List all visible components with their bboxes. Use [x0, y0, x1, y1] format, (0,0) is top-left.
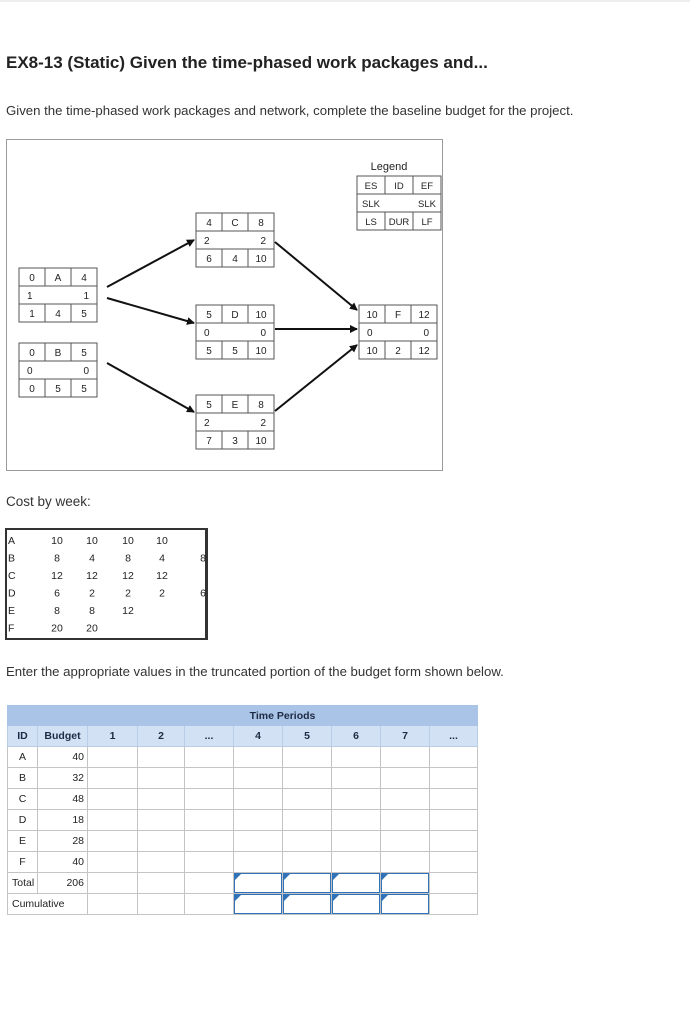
budget-row-id: D [8, 810, 38, 831]
node-f-ls: 10 [366, 346, 378, 357]
cost-value: 8 [54, 605, 60, 617]
budget-cell [381, 747, 430, 768]
time-periods-header: Time Periods [88, 706, 478, 726]
budget-row-b [8, 768, 478, 789]
node-e-ls: 7 [206, 436, 212, 447]
budget-cell [88, 789, 138, 810]
budget-row-amount: 18 [38, 810, 88, 831]
top-divider [0, 0, 690, 2]
cost-row-id: A [8, 535, 16, 547]
node-d-dur: 5 [232, 346, 238, 357]
budget-cell [234, 852, 283, 873]
budget-row-amount: 32 [38, 768, 88, 789]
node-b-ef: 5 [81, 348, 87, 359]
budget-cell [138, 831, 185, 852]
cost-value: 2 [125, 587, 131, 600]
node-c-slk2: 2 [260, 236, 266, 247]
budget-row-a [8, 747, 478, 768]
budget-row-amount: 48 [38, 789, 88, 810]
node-e-slk: 2 [204, 418, 210, 429]
node-d-slk2: 0 [260, 328, 266, 339]
node-b-slk: 0 [27, 366, 33, 377]
budget-cell [430, 789, 478, 810]
node-b [19, 343, 97, 397]
budget-row-c [8, 789, 478, 810]
cost-value: 12 [51, 570, 63, 582]
budget-cell [430, 747, 478, 768]
cumulative-input-period-5[interactable] [283, 894, 332, 915]
node-e [196, 395, 274, 449]
cost-row-a [8, 535, 168, 547]
budget-cell [88, 810, 138, 831]
cost-value: 8 [54, 552, 60, 565]
node-e-lf: 10 [255, 436, 267, 447]
node-e-ef: 8 [258, 400, 264, 411]
budget-cell [381, 852, 430, 873]
node-c-ef: 8 [258, 218, 264, 229]
network-diagram [6, 139, 443, 471]
legend-title: Legend [370, 161, 408, 173]
node-a-dur: 4 [55, 309, 61, 320]
cost-value: 6 [54, 587, 60, 600]
node-d-es: 5 [206, 310, 212, 321]
arrow-b-e [107, 363, 194, 412]
legend-r1-0: ES [364, 181, 378, 192]
budget-row-id: E [8, 831, 38, 852]
cost-value: 10 [86, 535, 98, 547]
page-title: EX8-13 (Static) Given the time-phased work packages and... [6, 53, 488, 72]
node-c-lf: 10 [255, 254, 267, 265]
budget-cell [185, 747, 234, 768]
budget-cell [234, 831, 283, 852]
cost-row-id: C [8, 570, 16, 582]
node-a-lf: 5 [81, 309, 87, 320]
budget-cell [430, 768, 478, 789]
node-b-slk2: 0 [83, 366, 89, 377]
cumulative-input-period-7[interactable] [381, 894, 430, 915]
budget-cell [185, 789, 234, 810]
budget-cell [381, 831, 430, 852]
node-f-dur: 2 [395, 346, 401, 357]
budget-cell [88, 831, 138, 852]
budget-cell [234, 789, 283, 810]
cost-value: 12 [122, 570, 134, 582]
budget-cell [88, 747, 138, 768]
node-c-id: C [231, 218, 239, 229]
legend-r3-0: LS [365, 217, 377, 228]
budget-cell [381, 810, 430, 831]
cost-value: 4 [159, 552, 165, 565]
node-f-ef: 12 [418, 310, 430, 321]
node-d-lf: 10 [255, 346, 267, 357]
node-d-slk: 0 [204, 328, 210, 339]
budget-cell [283, 831, 332, 852]
header-blank [8, 706, 88, 726]
budget-cell [283, 747, 332, 768]
budget-row-id: B [8, 768, 38, 789]
cost-by-week-table [5, 528, 208, 640]
budget-cell [430, 852, 478, 873]
budget-cell [332, 852, 381, 873]
budget-form [7, 705, 478, 915]
budget-row-id: C [8, 789, 38, 810]
cost-by-week-title: Cost by week: [6, 494, 91, 509]
budget-cell [332, 810, 381, 831]
total-input-period-5[interactable] [283, 873, 332, 894]
budget-cell [88, 768, 138, 789]
node-f-id: F [394, 310, 402, 321]
cost-value: 8 [89, 605, 95, 617]
cost-row-id: F [8, 622, 15, 635]
col-header-period-5: 5 [283, 726, 332, 747]
node-a [19, 268, 97, 322]
node-c [196, 213, 274, 267]
cost-value: 10 [51, 535, 63, 547]
node-a-es: 0 [29, 273, 35, 284]
cumulative-input-period-4[interactable] [234, 894, 283, 915]
legend-r2-2: SLK [418, 199, 436, 210]
node-c-slk: 2 [204, 236, 210, 247]
col-header-budget: Budget [38, 726, 88, 747]
legend [357, 161, 441, 230]
cost-value: 8 [200, 552, 206, 565]
budget-cell [283, 852, 332, 873]
budget-cell [430, 831, 478, 852]
cost-row-id: D [8, 587, 16, 600]
cost-value: 10 [156, 535, 168, 547]
total-row [8, 873, 478, 894]
cost-value: 2 [159, 587, 165, 600]
node-a-id: A [54, 273, 62, 284]
node-e-es: 5 [206, 400, 212, 411]
total-input-period-6[interactable] [332, 873, 381, 894]
budget-row-id: A [8, 747, 38, 768]
cost-row-b [8, 553, 206, 565]
arrow-c-f [275, 242, 357, 310]
budget-row-f [8, 852, 478, 873]
cost-row-f [8, 623, 98, 635]
col-header-ellipsis-1: ... [185, 726, 234, 747]
node-b-id: B [54, 348, 62, 359]
cost-value: 4 [89, 552, 95, 565]
budget-cell [185, 852, 234, 873]
budget-cell [185, 768, 234, 789]
budget-cell [234, 810, 283, 831]
cost-value: 20 [51, 622, 63, 635]
cost-value: 2 [89, 587, 95, 600]
col-header-period-4: 4 [234, 726, 283, 747]
node-e-id: E [231, 400, 239, 411]
cost-row-id: B [8, 552, 16, 565]
legend-r1-1: ID [394, 181, 404, 192]
col-header-period-6: 6 [332, 726, 381, 747]
node-b-lf: 5 [81, 384, 87, 395]
budget-cell [138, 747, 185, 768]
node-c-es: 4 [206, 218, 212, 229]
column-header-row [8, 726, 478, 747]
arrow-a-d [107, 298, 194, 323]
budget-row-id: F [8, 852, 38, 873]
node-f-slk: 0 [367, 328, 373, 339]
node-a-ef: 4 [81, 273, 87, 284]
budget-cell [381, 789, 430, 810]
budget-cell [138, 789, 185, 810]
budget-row-amount: 40 [38, 852, 88, 873]
budget-cell [138, 810, 185, 831]
arrow-e-f [275, 345, 357, 411]
legend-r1-2: EF [420, 181, 434, 192]
cost-row-c [8, 570, 168, 582]
node-d-ls: 5 [206, 346, 212, 357]
arrow-a-c [107, 240, 194, 287]
cumulative-input-period-6[interactable] [332, 894, 381, 915]
cost-value: 12 [86, 570, 98, 582]
total-value: 206 [38, 873, 88, 894]
node-f-slk2: 0 [423, 328, 429, 339]
node-b-dur: 5 [55, 384, 61, 395]
node-a-slk: 1 [27, 291, 33, 302]
cost-value: 12 [156, 570, 168, 582]
budget-cell [332, 768, 381, 789]
total-input-period-4[interactable] [234, 873, 283, 894]
budget-cell [234, 747, 283, 768]
budget-row-d [8, 810, 478, 831]
col-header-period-7: 7 [381, 726, 430, 747]
legend-r2-0: SLK [362, 199, 380, 210]
cost-value: 10 [122, 535, 134, 547]
budget-cell [283, 789, 332, 810]
cost-value: 12 [122, 605, 134, 617]
budget-cell [430, 810, 478, 831]
node-f [359, 305, 437, 359]
budget-cell [332, 789, 381, 810]
col-header-ellipsis-2: ... [430, 726, 478, 747]
legend-r3-2: LF [421, 217, 433, 228]
budget-row-amount: 28 [38, 831, 88, 852]
col-header-period-2: 2 [138, 726, 185, 747]
legend-r3-1: DUR [388, 217, 410, 228]
node-d-ef: 10 [255, 310, 267, 321]
node-c-dur: 4 [232, 254, 238, 265]
budget-row-amount: 40 [38, 747, 88, 768]
col-header-id: ID [8, 726, 38, 747]
budget-cell [381, 768, 430, 789]
budget-cell [283, 810, 332, 831]
intro-text: Given the time-phased work packages and network, complete the baseline budget for the project. [6, 103, 574, 118]
budget-cell [332, 747, 381, 768]
node-f-es: 10 [366, 310, 378, 321]
node-e-dur: 3 [232, 436, 238, 447]
cost-value: 20 [86, 622, 98, 635]
budget-cell [234, 768, 283, 789]
node-c-ls: 6 [206, 254, 212, 265]
total-label: Total [8, 873, 38, 894]
node-a-slk2: 1 [83, 291, 89, 302]
cost-value: 6 [200, 587, 206, 600]
budget-cell [138, 768, 185, 789]
budget-cell [185, 810, 234, 831]
budget-row-e [8, 831, 478, 852]
node-e-slk2: 2 [260, 418, 266, 429]
node-a-ls: 1 [29, 309, 35, 320]
budget-cell [138, 852, 185, 873]
budget-cell [88, 852, 138, 873]
budget-cell [283, 768, 332, 789]
cost-row-id: E [8, 605, 16, 617]
node-f-lf: 12 [418, 346, 430, 357]
col-header-period-1: 1 [88, 726, 138, 747]
total-input-period-7[interactable] [381, 873, 430, 894]
budget-cell [332, 831, 381, 852]
cumulative-label: Cumulative [8, 894, 88, 915]
cost-row-d [8, 588, 206, 600]
node-d-id: D [231, 310, 239, 321]
budget-cell [185, 831, 234, 852]
instruction-text: Enter the appropriate values in the truncated portion of the budget form shown below. [6, 664, 504, 679]
cost-value: 8 [125, 552, 131, 565]
cost-row-e [8, 605, 134, 617]
node-b-ls: 0 [29, 384, 35, 395]
node-b-es: 0 [29, 348, 35, 359]
node-d [196, 305, 274, 359]
cumulative-row [8, 894, 478, 915]
